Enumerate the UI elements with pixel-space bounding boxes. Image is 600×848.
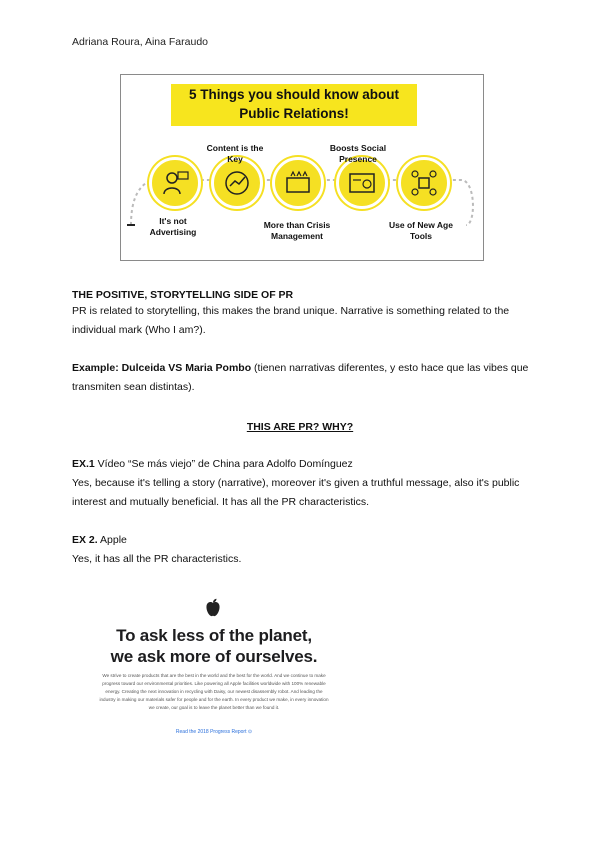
ex2-text: Yes, it has all the PR characteristics.: [72, 553, 242, 565]
apple-headline-line1: To ask less of the planet,: [116, 626, 312, 645]
section-heading-pr-why: THIS ARE PR? WHY?: [246, 421, 354, 433]
arrow-circle-icon: ⊙: [247, 729, 253, 735]
example-bold: Example: Dulceida VS Maria Pombo: [72, 362, 252, 374]
author-line: Adriana Roura, Aina Faraudo: [72, 36, 209, 48]
crisis-management-icon: [272, 157, 324, 209]
ex1-text: Yes, because it's telling a story (narrative), moreover it's given a truthful message, also it's public interest and mutually beneficial. It has all the PR characteristics.: [72, 477, 520, 508]
label-not-advertising: It's not Advertising: [149, 216, 197, 237]
example-text: (tienen narrativas diferentes, y esto hace que las vibes que transmiten sean distintas).: [72, 362, 529, 393]
apple-logo-icon: [204, 598, 222, 618]
label-content-key: Content is the Key: [206, 143, 264, 164]
ex2-label: EX 2.: [72, 534, 98, 546]
apple-body-text: We strive to create products that are the best in the world and the best for the world. And we continue to make progress toward our environmental priorities. Like powering all Apple facilities worldwide with 100% renewable energy. Creating the next innovation in recycling with Daisy, our newest disassembly robot. And leading the industry in making our materials safer for people and for the earth. In every product we make, in every innovation we create, our goal is to leave the planet better than we found it.: [99, 673, 329, 710]
ex2-title: [72, 531, 532, 550]
ex1-title-text: Vídeo “Se más viejo” de China para Adolfo Domínguez: [94, 458, 353, 470]
example-paragraph: [72, 359, 532, 397]
ex1-label: EX.1: [72, 458, 95, 470]
ex1-title: [72, 455, 532, 474]
infographic-title-line1: 5 Things you should know about: [189, 87, 399, 102]
label-crisis-management: More than Crisis Management: [263, 220, 331, 241]
label-social-presence: Boosts Social Presence: [329, 143, 387, 164]
storytelling-paragraph: PR is related to storytelling, this makes the brand unique. Narrative is something related to the individual mark (Who I am?).: [72, 305, 510, 336]
not-advertising-icon: [149, 157, 201, 209]
section-heading-storytelling: THE POSITIVE, STORYTELLING SIDE OF PR: [72, 289, 294, 301]
pr-infographic: [120, 74, 484, 261]
apple-link-text[interactable]: Read the 2018 Progress Report: [175, 729, 247, 735]
apple-progress-report-link[interactable]: [88, 729, 340, 735]
ex2-title-text: Apple: [97, 534, 127, 546]
infographic-title-line2: Public Relations!: [239, 106, 349, 121]
apple-headline-line2: we ask more of ourselves.: [110, 647, 318, 666]
label-new-age-tools: Use of New Age Tools: [389, 220, 453, 241]
new-age-tools-icon: [398, 157, 450, 209]
apple-environment-image: [88, 590, 340, 740]
